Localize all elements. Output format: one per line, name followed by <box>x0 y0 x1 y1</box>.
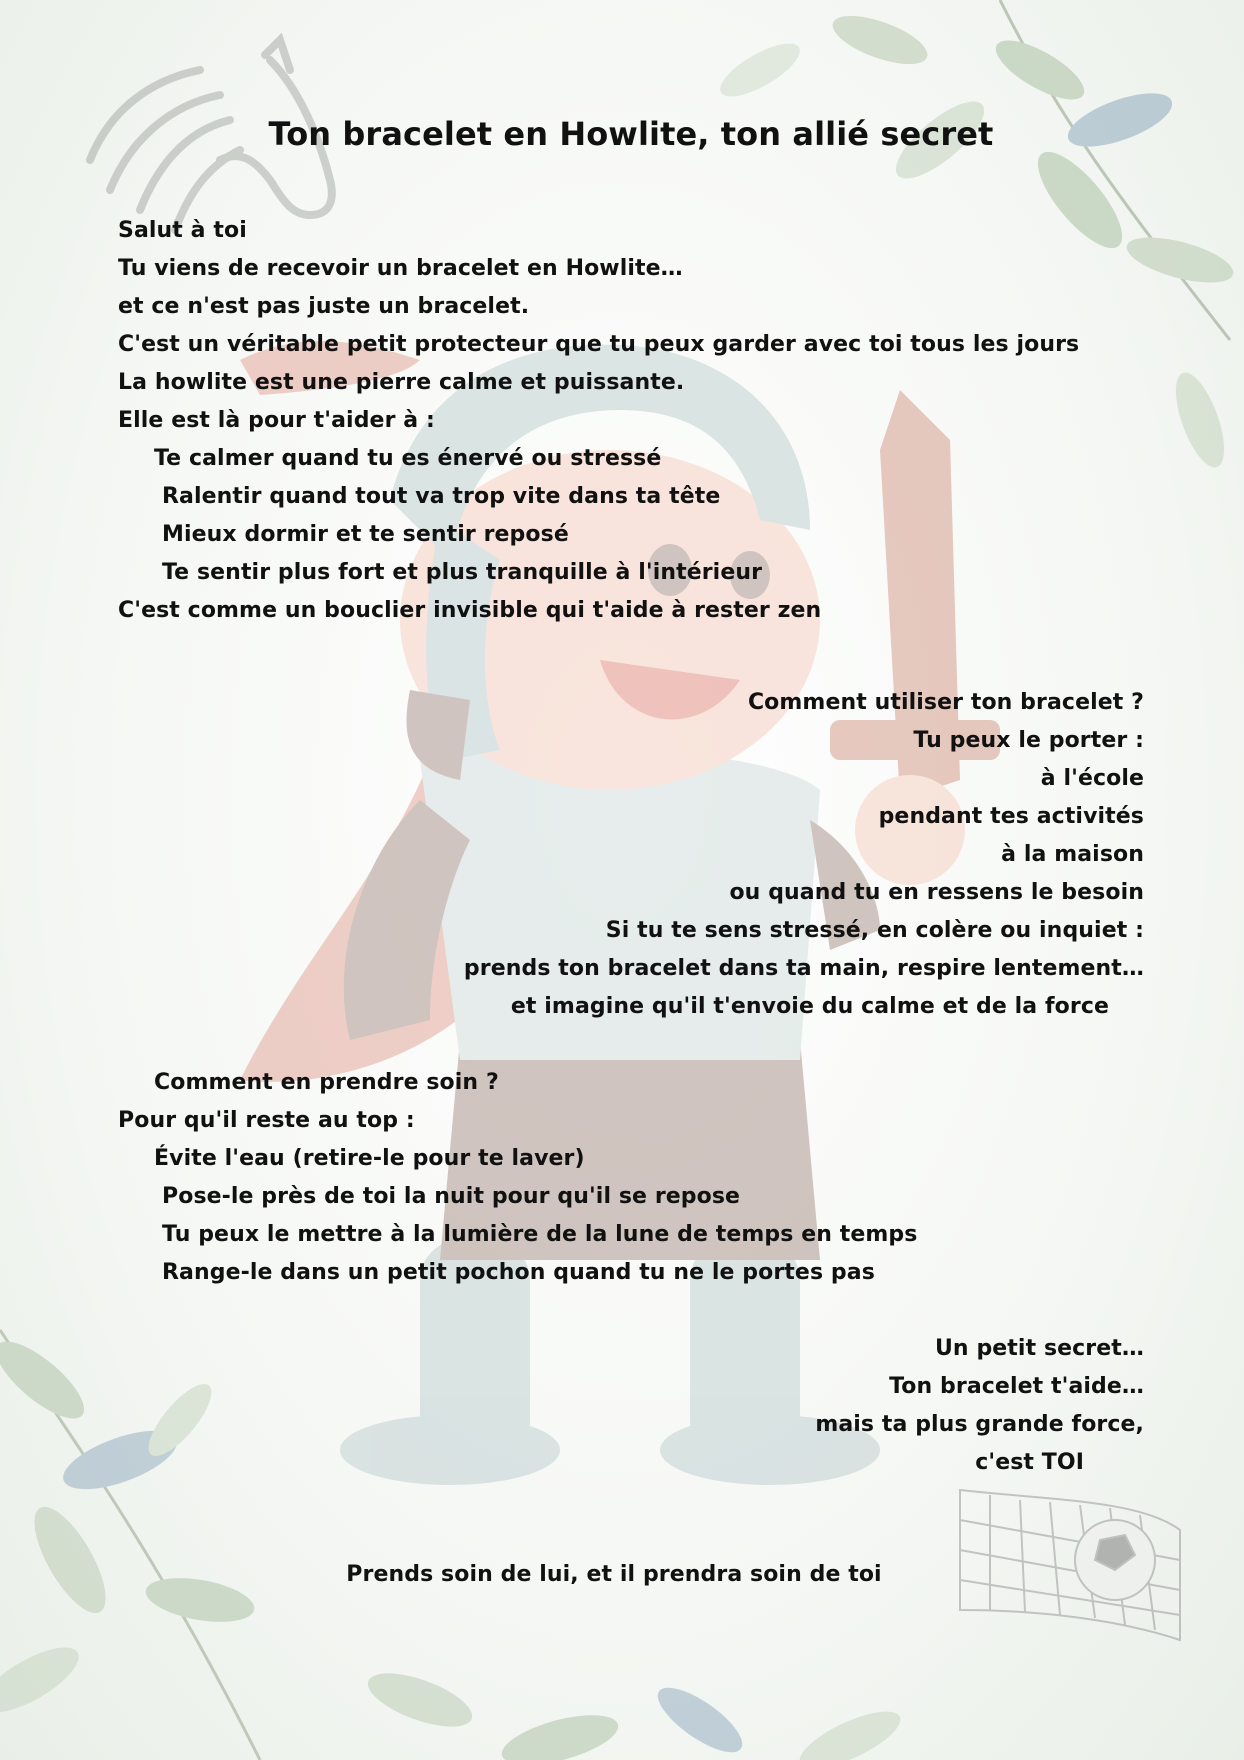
usage-place: ou quand tu en ressens le besoin <box>729 880 1144 905</box>
intro-line: Tu viens de recevoir un bracelet en Howlite… <box>118 256 683 281</box>
secret-line: Ton bracelet t'aide… <box>889 1374 1144 1399</box>
benefit-item: Mieux dormir et te sentir reposé <box>162 522 569 547</box>
usage-line: Tu peux le porter : <box>913 728 1144 753</box>
leaf-branch-top-right-icon <box>713 0 1238 473</box>
benefit-item: Te calmer quand tu es énervé ou stressé <box>154 446 662 471</box>
care-tip: Range-le dans un petit pochon quand tu ne le portes pas <box>162 1260 875 1285</box>
care-tip: Pose-le près de toi la nuit pour qu'il se repose <box>162 1184 741 1209</box>
usage-place: à la maison <box>1001 842 1144 867</box>
knight-boy-illustration <box>240 341 1000 1485</box>
care-tip: Tu peux le mettre à la lumière de la lune de temps en temps <box>162 1222 918 1247</box>
usage-place: pendant tes activités <box>878 804 1144 829</box>
greeting: Salut à toi <box>118 218 247 243</box>
benefit-item: Te sentir plus fort et plus tranquille à l'intérieur <box>162 560 763 585</box>
intro-line: Elle est là pour t'aider à : <box>118 408 435 433</box>
footer-message: Prends soin de lui, et il prendra soin de toi <box>346 1562 882 1587</box>
usage-line: prends ton bracelet dans ta main, respire lentement… <box>463 956 1144 981</box>
usage-line: et imagine qu'il t'envoie du calme et de la force <box>510 994 1109 1019</box>
secret-line: c'est TOI <box>975 1450 1084 1475</box>
intro-line: La howlite est une pierre calme et puissante. <box>118 370 685 395</box>
secret-line: mais ta plus grande force, <box>815 1412 1144 1437</box>
page-title: Ton bracelet en Howlite, ton allié secret <box>268 115 994 153</box>
care-tip: Évite l'eau (retire-le pour te laver) <box>154 1146 585 1171</box>
intro-line: et ce n'est pas juste un bracelet. <box>118 294 530 319</box>
usage-place: à l'école <box>1040 766 1144 791</box>
intro-closing: C'est comme un bouclier invisible qui t'aide à rester zen <box>118 598 822 623</box>
benefit-item: Ralentir quand tout va trop vite dans ta tête <box>162 484 721 509</box>
intro-line: C'est un véritable petit protecteur que tu peux garder avec toi tous les jours <box>118 332 1080 357</box>
usage-heading: Comment utiliser ton bracelet ? <box>747 690 1144 715</box>
care-intro: Pour qu'il reste au top : <box>118 1108 415 1133</box>
care-heading: Comment en prendre soin ? <box>154 1070 499 1095</box>
usage-line: Si tu te sens stressé, en colère ou inquiet : <box>605 918 1144 943</box>
secret-line: Un petit secret… <box>934 1336 1144 1361</box>
